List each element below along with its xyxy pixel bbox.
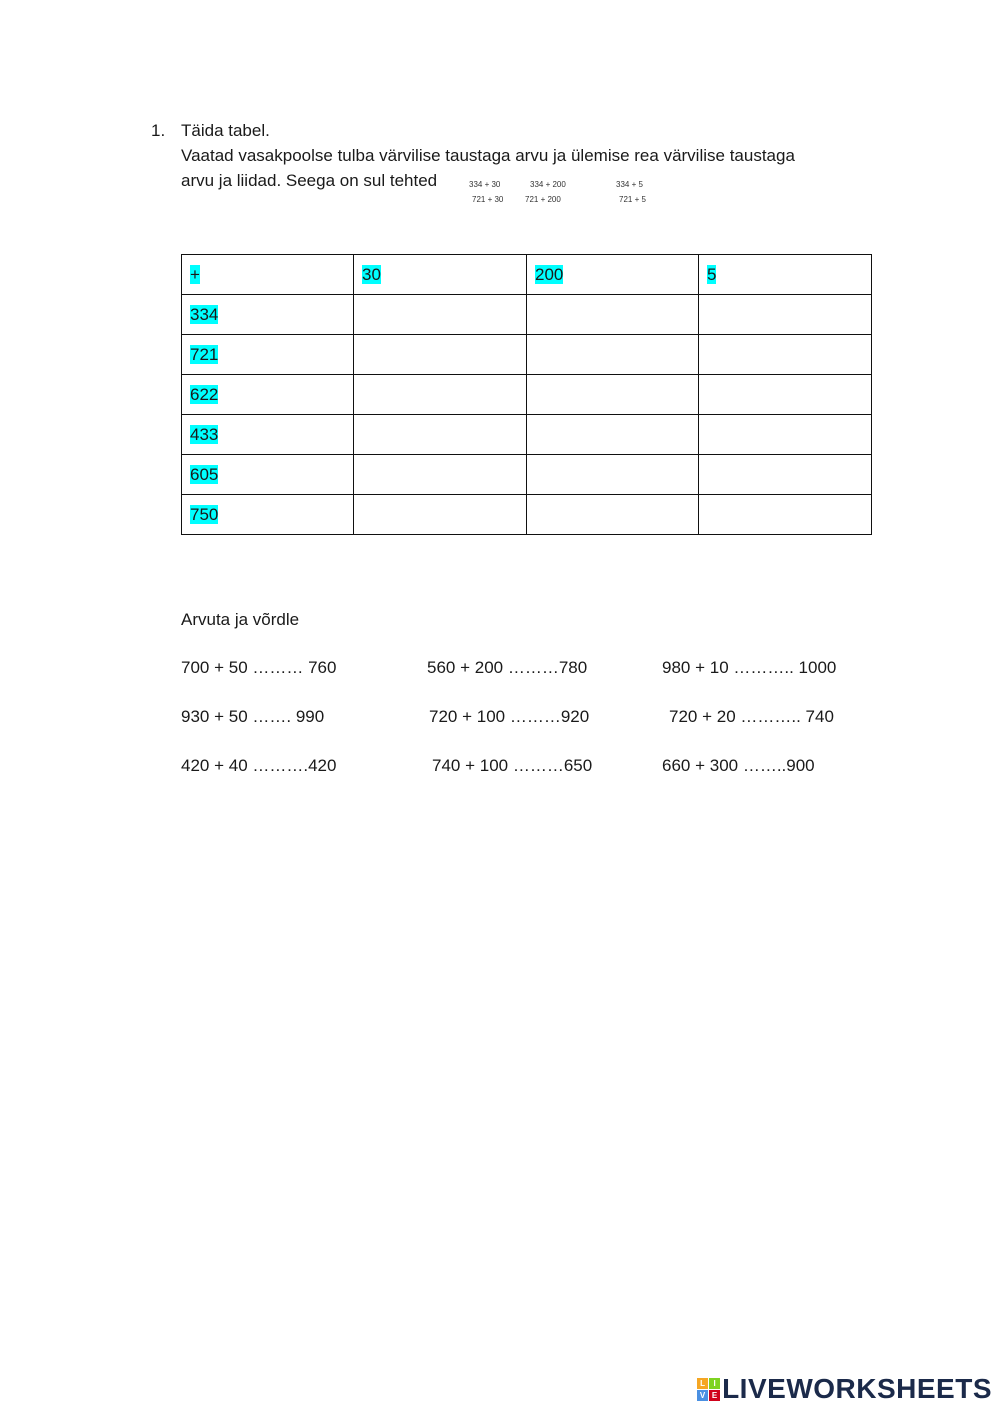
answer-cell[interactable] xyxy=(527,295,699,335)
hint-example: 334 + 5 xyxy=(616,180,643,189)
row-label-cell xyxy=(182,335,354,375)
answer-cell[interactable] xyxy=(699,415,872,455)
answer-cell[interactable] xyxy=(354,495,527,535)
table-row xyxy=(182,335,872,375)
table-row xyxy=(182,375,872,415)
row-label-cell xyxy=(182,375,354,415)
row-label-cell xyxy=(182,415,354,455)
table-row xyxy=(182,295,872,335)
table-row xyxy=(182,455,872,495)
answer-cell[interactable] xyxy=(354,335,527,375)
liveworksheets-logo-icon xyxy=(697,1378,720,1401)
task-title: Täida tabel. xyxy=(181,121,270,140)
row-value: 622 xyxy=(190,384,219,404)
header-value: 5 xyxy=(707,264,717,284)
answer-cell[interactable] xyxy=(699,495,872,535)
row-label-cell xyxy=(182,495,354,535)
table-row xyxy=(182,415,872,455)
row-value: 334 xyxy=(190,304,219,324)
logo-icon-tile: L xyxy=(697,1378,708,1389)
task-number: 1. xyxy=(151,121,166,140)
compare-expression: 660 + 300 ……..900 xyxy=(662,756,815,775)
compare-section-title: Arvuta ja võrdle xyxy=(181,610,300,629)
answer-cell[interactable] xyxy=(527,375,699,415)
answer-cell[interactable] xyxy=(354,455,527,495)
hint-example: 721 + 200 xyxy=(525,195,561,204)
answer-cell[interactable] xyxy=(699,335,872,375)
answer-cell[interactable] xyxy=(699,375,872,415)
table-header-row xyxy=(182,255,872,295)
compare-expression: 930 + 50 ……. 990 xyxy=(181,707,325,726)
hint-example: 334 + 30 xyxy=(469,180,501,189)
liveworksheets-logo xyxy=(697,1373,992,1405)
row-value: 605 xyxy=(190,464,219,484)
header-value: 30 xyxy=(362,264,381,284)
row-value: 750 xyxy=(190,504,219,524)
hint-example: 721 + 30 xyxy=(472,195,504,204)
answer-cell[interactable] xyxy=(527,335,699,375)
addition-table xyxy=(181,254,872,535)
logo-icon-tile: I xyxy=(709,1378,720,1389)
header-cell xyxy=(182,255,354,295)
header-cell xyxy=(354,255,527,295)
logo-icon-tile: E xyxy=(709,1390,720,1401)
logo-text: LIVEWORKSHEETS xyxy=(722,1373,992,1404)
logo-icon-tile: V xyxy=(697,1390,708,1401)
header-value: 200 xyxy=(535,264,564,284)
answer-cell[interactable] xyxy=(699,295,872,335)
row-value: 721 xyxy=(190,344,219,364)
compare-expression: 720 + 100 ………920 xyxy=(429,707,590,726)
answer-cell[interactable] xyxy=(527,495,699,535)
row-label-cell xyxy=(182,295,354,335)
hint-example: 334 + 200 xyxy=(530,180,566,189)
compare-expression: 980 + 10 ……….. 1000 xyxy=(662,658,837,677)
compare-expression: 560 + 200 ………780 xyxy=(427,658,588,677)
hint-example: 721 + 5 xyxy=(619,195,646,204)
task-instruction-line-1: Vaatad vasakpoolse tulba värvilise taustaga arvu ja ülemise rea värvilise taustaga xyxy=(181,146,795,165)
header-operator: + xyxy=(190,264,200,284)
answer-cell[interactable] xyxy=(699,455,872,495)
compare-expression: 700 + 50 ……… 760 xyxy=(181,658,337,677)
header-cell xyxy=(699,255,872,295)
task-instruction-line-2: arvu ja liidad. Seega on sul tehted xyxy=(181,171,438,190)
row-value: 433 xyxy=(190,424,219,444)
answer-cell[interactable] xyxy=(527,415,699,455)
answer-cell[interactable] xyxy=(527,455,699,495)
compare-expression: 720 + 20 ……….. 740 xyxy=(669,707,834,726)
answer-cell[interactable] xyxy=(354,295,527,335)
answer-cell[interactable] xyxy=(354,415,527,455)
header-cell xyxy=(527,255,699,295)
table-row xyxy=(182,495,872,535)
compare-expression: 740 + 100 ………650 xyxy=(432,756,593,775)
compare-expression: 420 + 40 ……….420 xyxy=(181,756,337,775)
answer-cell[interactable] xyxy=(354,375,527,415)
row-label-cell xyxy=(182,455,354,495)
